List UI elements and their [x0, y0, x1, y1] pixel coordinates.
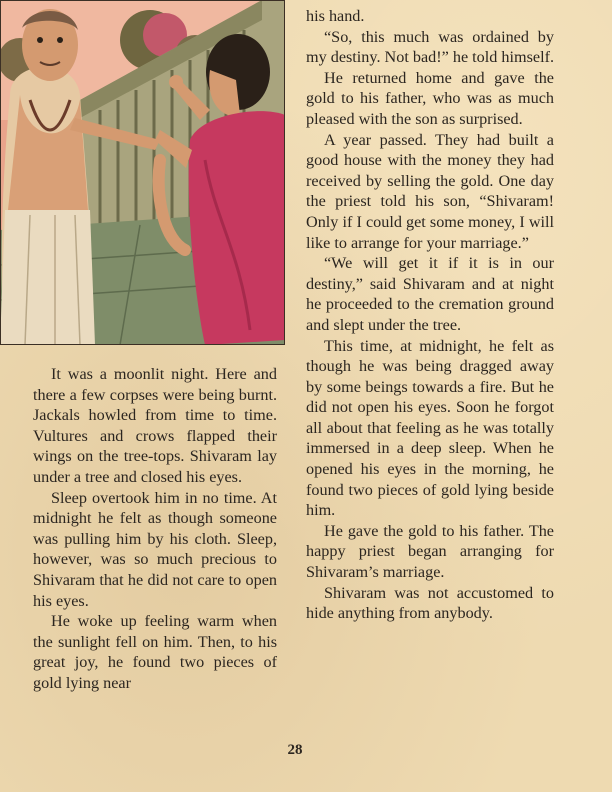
paragraph: It was a moonlit night. Here and there a few corpses were being burnt. Jackals howled from time to time. Vultures and crows flapped their wings on the tree-tops. Shivaram lay under a tree and closed his eyes. [33, 365, 277, 486]
paragraph: “We will get it if it is in our destiny,” said Shivaram and at night he proceeded to the cremation ground and slept under the tree. [306, 254, 554, 334]
paragraph-continuation: his hand. [306, 7, 365, 25]
paragraph: He woke up feeling warm when the sunlight fell on him. Then, to his great joy, he found two pieces of gold lying near [33, 612, 277, 692]
paragraph: Shivaram was not accustomed to hide anything from anybody. [306, 583, 554, 623]
right-text-column [306, 6, 554, 624]
paragraph: A year passed. They had built a good house with the money they had received by selling the gold. One day the priest told his son, “Shivaram! Only if I could get some money, I will like to arrange for your marriage.” [306, 130, 554, 252]
paragraph: He gave the gold to his father. The happy priest began arranging for Shivaram’s marriage. [306, 521, 554, 582]
story-illustration-icon [0, 0, 285, 345]
paragraph: He returned home and gave the gold to his father, who was as much pleased with the son as surprised. [306, 68, 554, 128]
paragraph: “So, this much was ordained by my destiny. Not bad!” he told himself. [306, 27, 555, 67]
paragraph: Sleep overtook him in no time. At midnight he felt as though someone was pulling him by his cloth. Sleep, however, was so much precious to Shivaram that he did not care to open his eyes. [33, 488, 277, 610]
story-illustration [0, 0, 285, 345]
paragraph: This time, at midnight, he felt as though he was being dragged away by some beings towards a fire. But he did not open his eyes. Soon he forgot all about that feeling as he was totally immersed in a deep sleep. When he opened his eyes in the morning, he found two pieces of gold lying beside him. [306, 336, 554, 520]
page-number: 28 [287, 742, 303, 758]
left-text-column [33, 364, 277, 694]
